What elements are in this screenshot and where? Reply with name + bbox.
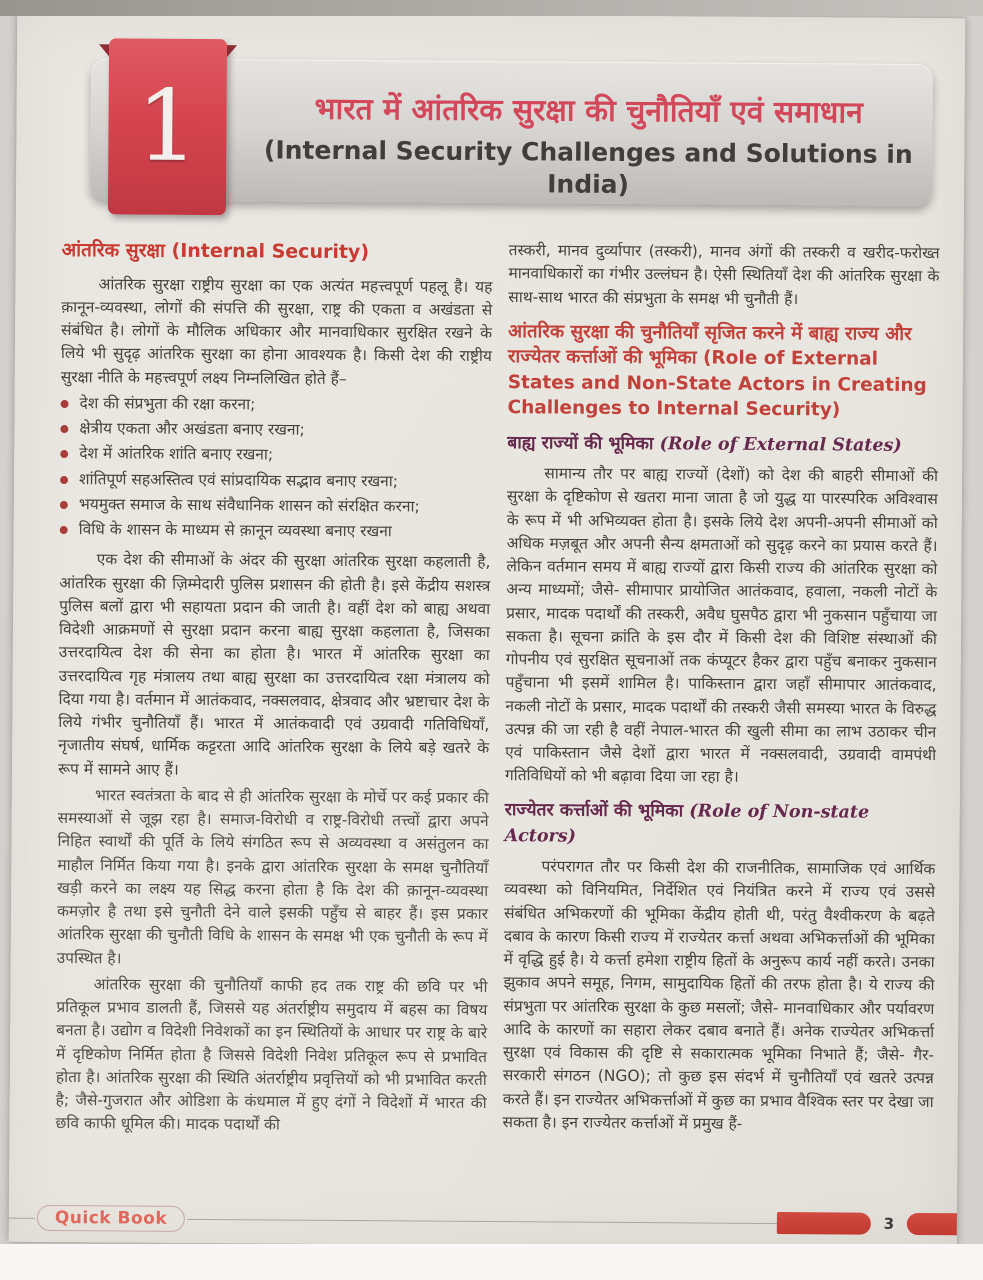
list-item-text: देश में आंतरिक शांति बनाए रखना; xyxy=(79,444,274,464)
heading-hindi: आंतरिक सुरक्षा की चुनौतियाँ सृजित करने में बाह्य राज्य और राज्येतर कर्त्ताओं की भूमिका xyxy=(507,320,912,369)
footer-rule xyxy=(187,1218,777,1223)
paragraph: एक देश की सीमाओं के अंदर की सुरक्षा आंतरिक सुरक्षा कहलाती है, आंतरिक सुरक्षा की ज़िम्मेदारी पुलिस प्रशासन की होती है। इसे केंद्रीय सशस्त्र पुलिस बलों द्वारा भी सहायता प्रदान की जाती है। वहीं देश को बाह्य अथवा विदेशी आक्रमणों से सुरक्षा प्रदान करना बाह्य सुरक्षा कहलाता है, जिसका उत्तरदायित्व देश की सेना का होता है। भारत में आंतरिक सुरक्षा का उत्तरदायित्व गृह मंत्रालय तथा बाह्य सुरक्षा का उत्तरदायित्व रक्षा मंत्रालय को दिया गया है। वर्तमान में आतंकवाद, नक्सलवाद, क्षेत्रवाद और भ्रष्टाचार देश के लिये गंभीर चुनौतियाँ हैं। भारत में आतंकवादी एवं उग्रवादी गतिविधियाँ, नृजातीय संघर्ष, धार्मिक कट्टरता आदि आंतरिक सुरक्षा के लिये बड़े खतरे के रूप में सामने आए हैं। xyxy=(57,550,491,779)
subheading-english: (Role of External States) xyxy=(659,434,902,456)
paragraph: परंपरागत तौर पर किसी देश की राजनीतिक, सामाजिक एवं आर्थिक व्यवस्था को विनियमित, निर्देशित एवं नियंत्रित करने में राज्य एवं उससे संबंधित अभिकरणों की भूमिका केंद्रीय होती थी, परंतु वैश्वीकरण के बढ़ते दबाव के कारण किसी राज्य में राज्येतर कर्त्ता अथवा अभिकर्त्ताओं की भूमिका में वृद्धि हुई है। ये कर्त्ता हमेशा राष्ट्रीय हितों के अनुरूप कार्य नहीं करते। उनका झुकाव अपने समूह, निगम, सामुदायिक हितों की तरफ होता है। ये राज्य की संप्रभुता पर आंतरिक सुरक्षा के कुछ मसलों; जैसे- मानवाधिकार और पर्यावरण आदि के कारणों का सहारा लेकर दबाव बनाते हैं। अनेक राज्येतर अभिकर्त्ता सुरक्षा एवं विकास की दृष्टि से सकारात्मक भूमिका निभाते हैं; जैसे- गैर-सरकारी संगठन (NGO); तो कुछ इस संदर्भ में चुनौतियाँ एवं खतरे उत्पन्न करते हैं। इन राज्येतर अभिकर्त्ताओं में कुछ का प्रभाव वैश्विक स्तर पर देखा जा सकता है। इन राज्येतर कर्त्ताओं में प्रमुख हैं- xyxy=(502,857,936,1133)
bullet-dot-icon xyxy=(60,501,68,509)
bullet-dot-icon xyxy=(60,425,68,433)
list-item xyxy=(60,518,491,544)
list-item xyxy=(60,468,491,494)
paragraph: आंतरिक सुरक्षा की चुनौतियाँ काफी हद तक राष्ट्र की छवि पर भी प्रतिकूल प्रभाव डालती हैं, जिससे यह अंतर्राष्ट्रीय समुदाय में बहस का विषय बनता है। उद्योग व विदेशी निवेशकों का इन स्थितियों के आधार पर राष्ट्र के बारे में दृष्टिकोण निर्मित होता है जिससे विदेशी निवेश प्रतिकूल रूप से प्रभावित होता है। आंतरिक सुरक्षा की स्थिति अंतर्राष्ट्रीय प्रवृत्तियों को भी प्रभावित करती है; जैसे-गुजरात और ओडिशा के कंधमाल में हुए दंगों ने विदेशों में भारत की छवि काफी धूमिल की। मादक पदार्थों की xyxy=(55,975,488,1134)
page-footer xyxy=(9,1202,957,1241)
subheading-hindi: बाह्य राज्यों की भूमिका xyxy=(507,432,654,454)
page-body xyxy=(55,236,940,1198)
heading-english: (Role of External States and Non-State Actors in Creating Challenges to Internal Security) xyxy=(507,347,927,421)
list-item xyxy=(60,493,491,519)
banner-titles xyxy=(260,89,917,203)
paragraph: सामान्य तौर पर बाह्य राज्यों (देशों) को देश की बाहरी सीमाओं की सुरक्षा के दृष्टिकोण से खतरा माना जाता है जो युद्ध या पारस्परिक अविश्वास के रूप में भी अभिव्यक्त होता है। इसके लिये देश अपनी-अपनी सीमाओं को अधिक मज़बूत और अपनी सैन्य क्षमताओं को सुदृढ़ करने का प्रयास करते हैं। लेकिन वर्तमान समय में बाह्य राज्यों द्वारा किसी राज्य की आंतरिक सुरक्षा को अन्य माध्यमों; जैसे- सीमापार प्रायोजित आतंकवाद, हवाला, नकली नोटों के प्रसार, मादक पदार्थों की तस्करी, अवैध घुसपैठ द्वारा भी नुकसान पहुँचाया जा सकता है। सूचना क्रांति के इस दौर में किसी देश की विशिष्ट संस्थाओं की गोपनीय एवं सुरक्षित सूचनाओं तक कंप्यूटर हैकर द्वारा पहुँच बनाकर नुकसान पहुँचाना भी इसमें शामिल है। पाकिस्तान द्वारा जहाँ सीमापार आतंकवाद, नकली नोटों के प्रसार, मादक पदार्थों की तस्करी जैसी समस्या भारत के विरुद्ध उत्पन्न की जा रही है वहीं नेपाल-भारत की खुली सीमा का लाभ उठाकर चीन एवं पाकिस्तान जैसे देशों द्वारा भारत में नक्सलवादी, उग्रवादी वामपंथी गतिविधियों को भी बढ़ावा दिया जा रहा है। xyxy=(504,464,939,787)
subheading-external-states xyxy=(507,430,938,459)
list-item xyxy=(60,392,491,418)
paragraph: आंतरिक सुरक्षा राष्ट्रीय सुरक्षा का एक अत्यंत महत्त्वपूर्ण पहलू है। यह क़ानून-व्यवस्था, लोगों की संपत्ति की सुरक्षा, राष्ट्र की एकता व अखंडता से संबंधित है। लोगों के मौलिक अधिकार और मानवाधिकार सुरक्षित रखने के लिये भी सुदृढ़ आंतरिक सुरक्षा का होना आवश्यक है। किसी देश की राष्ट्रीय सुरक्षा नीति के महत्त्वपूर्ण लक्ष्य निम्नलिखित होते हैं– xyxy=(60,274,493,388)
list-item-text: क्षेत्रीय एकता और अखंडता बनाए रखना; xyxy=(79,419,305,439)
list-item xyxy=(60,442,491,468)
chapter-number: 1 xyxy=(135,69,200,184)
section-heading-external-nonstate xyxy=(507,319,939,424)
list-item-text: भयमुक्त समाज के साथ संवैधानिक शासन को संरक्षित करना; xyxy=(78,494,420,516)
chapter-title-hindi: भारत में आंतरिक सुरक्षा की चुनौतियाँ एवं समाधान xyxy=(314,91,863,131)
subheading-hindi: राज्येतर कर्त्ताओं की भूमिका xyxy=(504,799,684,821)
chapter-number-tab xyxy=(108,38,227,215)
footer-red-bar xyxy=(907,1213,957,1235)
paragraph: भारत स्वतंत्रता के बाद से ही आंतरिक सुरक्षा के मोर्चे पर कई प्रकार की समस्याओं से जूझ रहा है। समाज-विरोधी व राष्ट्र-विरोधी तत्त्वों द्वारा अपने निहित स्वार्थों की पूर्ति के लिये संगठित रूप से अव्यवस्था व असंतुलन का माहौल निर्मित किया गया है। इनके द्वारा आंतरिक सुरक्षा के समक्ष चुनौतियाँ खड़ी करने का लक्ष्य यह सिद्ध करना होता है कि देश की क़ानून-व्यवस्था कमज़ोर है तथा इसे चुनौती देने वाले इसकी पहुँच से बाहर हैं। इस प्रकार आंतरिक सुरक्षा की चुनौती विधि के शासन के समक्ष भी एक चुनौती के रूप में उपस्थित है। xyxy=(56,786,489,967)
paragraph-continuation: तस्करी, मानव दुर्व्यापार (तस्करी), मानव अंगों की तस्करी व खरीद-फरोख्त मानवाधिकारों का गंभीर उल्लंघन है। ऐसी स्थितियाँ देश की आंतरिक सुरक्षा के साथ-साथ भारत की संप्रभुता के समक्ष भी चुनौती हैं। xyxy=(508,241,940,308)
left-column xyxy=(55,236,493,1195)
subheading-nonstate-actors xyxy=(504,797,935,853)
bullet-dot-icon xyxy=(60,476,68,484)
footer-rule xyxy=(9,1217,35,1218)
bullet-dot-icon xyxy=(60,526,68,534)
security-goals-list xyxy=(60,392,492,545)
list-item xyxy=(60,417,491,443)
section-heading-internal-security: आंतरिक सुरक्षा (Internal Security) xyxy=(61,239,370,264)
page-number: 3 xyxy=(883,1214,895,1233)
quickbook-badge: Quick Book xyxy=(37,1205,185,1232)
list-item-text: देश की संप्रभुता की रक्षा करना; xyxy=(79,393,256,414)
bullet-dot-icon xyxy=(60,450,68,458)
list-item-text: शांतिपूर्ण सहअस्तित्व एवं सांप्रदायिक सद्भाव बनाए रखना; xyxy=(78,469,399,490)
bullet-dot-icon xyxy=(61,400,69,408)
chapter-banner xyxy=(76,38,935,220)
book-page xyxy=(9,12,966,1249)
subheading-english: (Role of Non-state Actors) xyxy=(504,800,870,847)
right-column xyxy=(502,239,940,1198)
chapter-title-english: (Internal Security Challenges and Solutions in India) xyxy=(263,134,913,199)
footer-red-bar xyxy=(777,1212,871,1235)
list-item-text: विधि के शासन के माध्यम से क़ानून व्यवस्था बनाए रखना xyxy=(78,520,392,541)
